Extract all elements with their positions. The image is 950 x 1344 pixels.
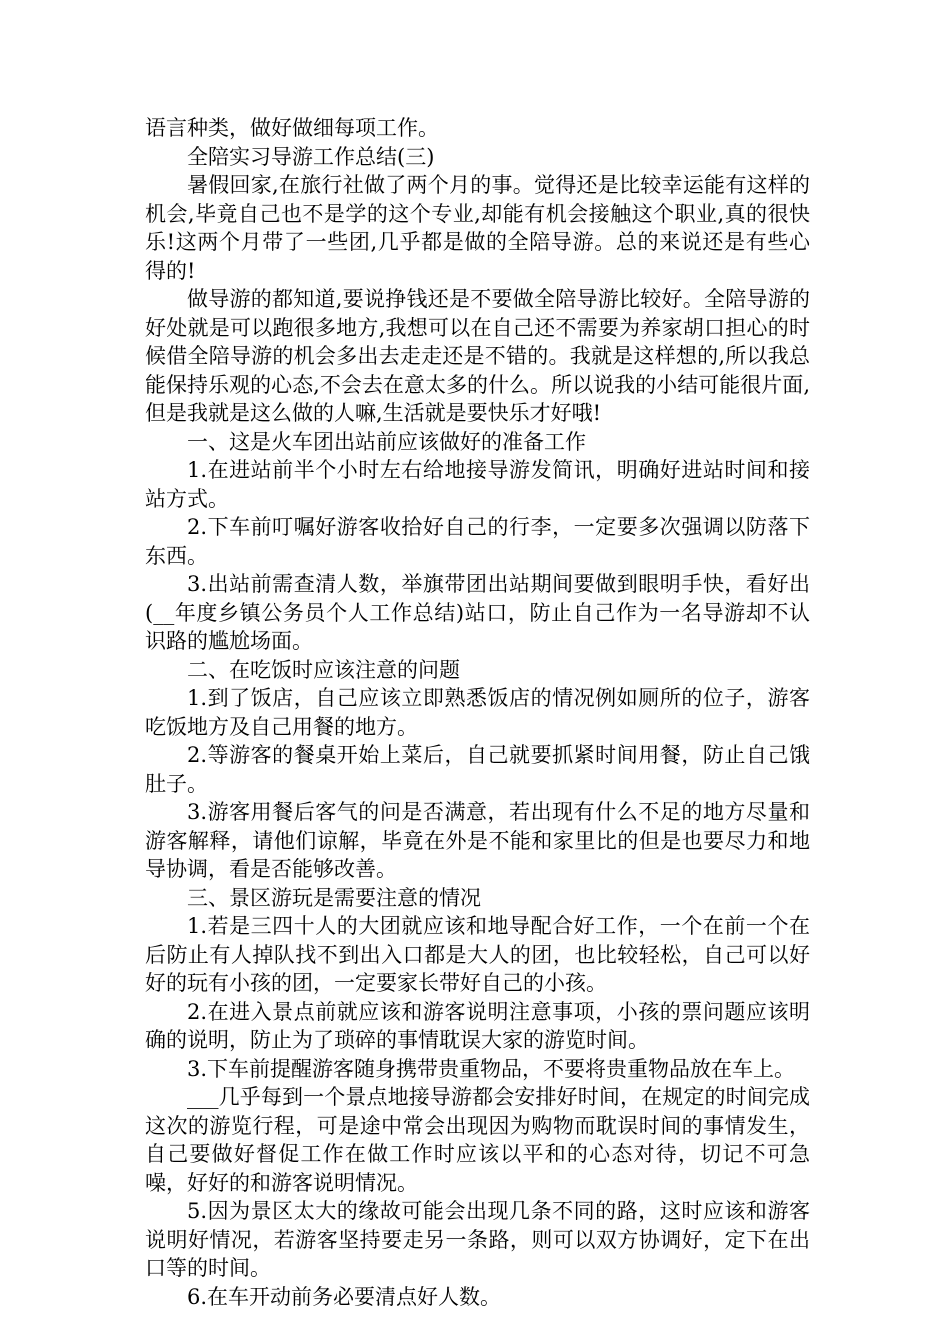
list-item: 1.若是三四十人的大团就应该和地导配合好工作，一个在前一个在后防止有人掉队找不到出入口都是大人的团，也比较轻松，自己可以好好的玩有小孩的团，一定要家长带好自己的小孩。 [145,914,810,995]
list-item: 1.到了饭店，自己应该立即熟悉饭店的情况例如厕所的位子，游客吃饭地方及自己用餐的地方。 [145,686,810,739]
paragraph: 做导游的都知道,要说挣钱还是不要做全陪导游比较好。全陪导游的好处就是可以跑很多地方,我想可以在自己还不需要为养家胡口担心的时候借全陪导游的机会多出去走走还是不错的。我就是这样想的,所以我总能保持乐观的心态,不会去在意太多的什么。所以说我的小结可能很片面,但是我就是这么做的人嘛,生活就是要快乐才好哦! [145,287,810,425]
section-heading: 二、在吃饭时应该注意的问题 [187,657,460,682]
list-item: 2.下车前叮嘱好游客收拾好自己的行李，一定要多次强调以防落下东西。 [145,515,810,568]
list-item: 5.因为景区太大的缘故可能会出现几条不同的路，这时应该和游客说明好情况，若游客坚持要走另一条路，则可以双方协调好，定下在出口等的时间。 [145,1199,810,1280]
section-heading: 三、景区游玩是需要注意的情况 [187,885,481,910]
section-heading: 一、这是火车团出站前应该做好的准备工作 [187,429,586,454]
list-item: 2.在进入景点前就应该和游客说明注意事项，小孩的票问题应该明确的说明，防止为了琐碎的事情耽误大家的游览时间。 [145,999,810,1052]
section-title: 全陪实习导游工作总结(三) [187,144,435,169]
list-item: 3.出站前需查清人数，举旗带团出站期间要做到眼明手快，看好出(__年度乡镇公务员个人工作总结)站口，防止自己作为一名导游却不认识路的尴尬场面。 [145,572,810,653]
list-item: ___几乎每到一个景点地接导游都会安排好时间，在规定的时间完成这次的游览行程，可是途中常会出现因为购物而耽误时间的事情发生，自己要做好督促工作在做工作时应该以平和的心态对待，切记不可急噪，好好的和游客说明情况。 [145,1085,810,1195]
list-item: 1.在进站前半个小时左右给地接导游发简讯，明确好进站时间和接站方式。 [145,458,810,511]
list-item: 6.在车开动前务必要清点好人数。 [187,1284,502,1309]
paragraph: 暑假回家,在旅行社做了两个月的事。觉得还是比较幸运能有这样的机会,毕竟自己也不是学的这个专业,却能有机会接触这个职业,真的很快乐!这两个月带了一些团,几乎都是做的全陪导游。总的来说还是有些心得的! [145,173,810,283]
list-item: 2.等游客的餐桌开始上菜后，自己就要抓紧时间用餐，防止自己饿肚子。 [145,743,810,796]
paragraph-continuation: 语言种类，做好做细每项工作。 [145,116,439,140]
list-item: 3.游客用餐后客气的问是否满意，若出现有什么不足的地方尽量和游客解释，请他们谅解，毕竟在外是不能和家里比的但是也要尽力和地导协调，看是否能够改善。 [145,800,810,881]
document-page [145,114,810,1311]
list-item: 3.下车前提醒游客随身携带贵重物品，不要将贵重物品放在车上。 [187,1056,796,1081]
